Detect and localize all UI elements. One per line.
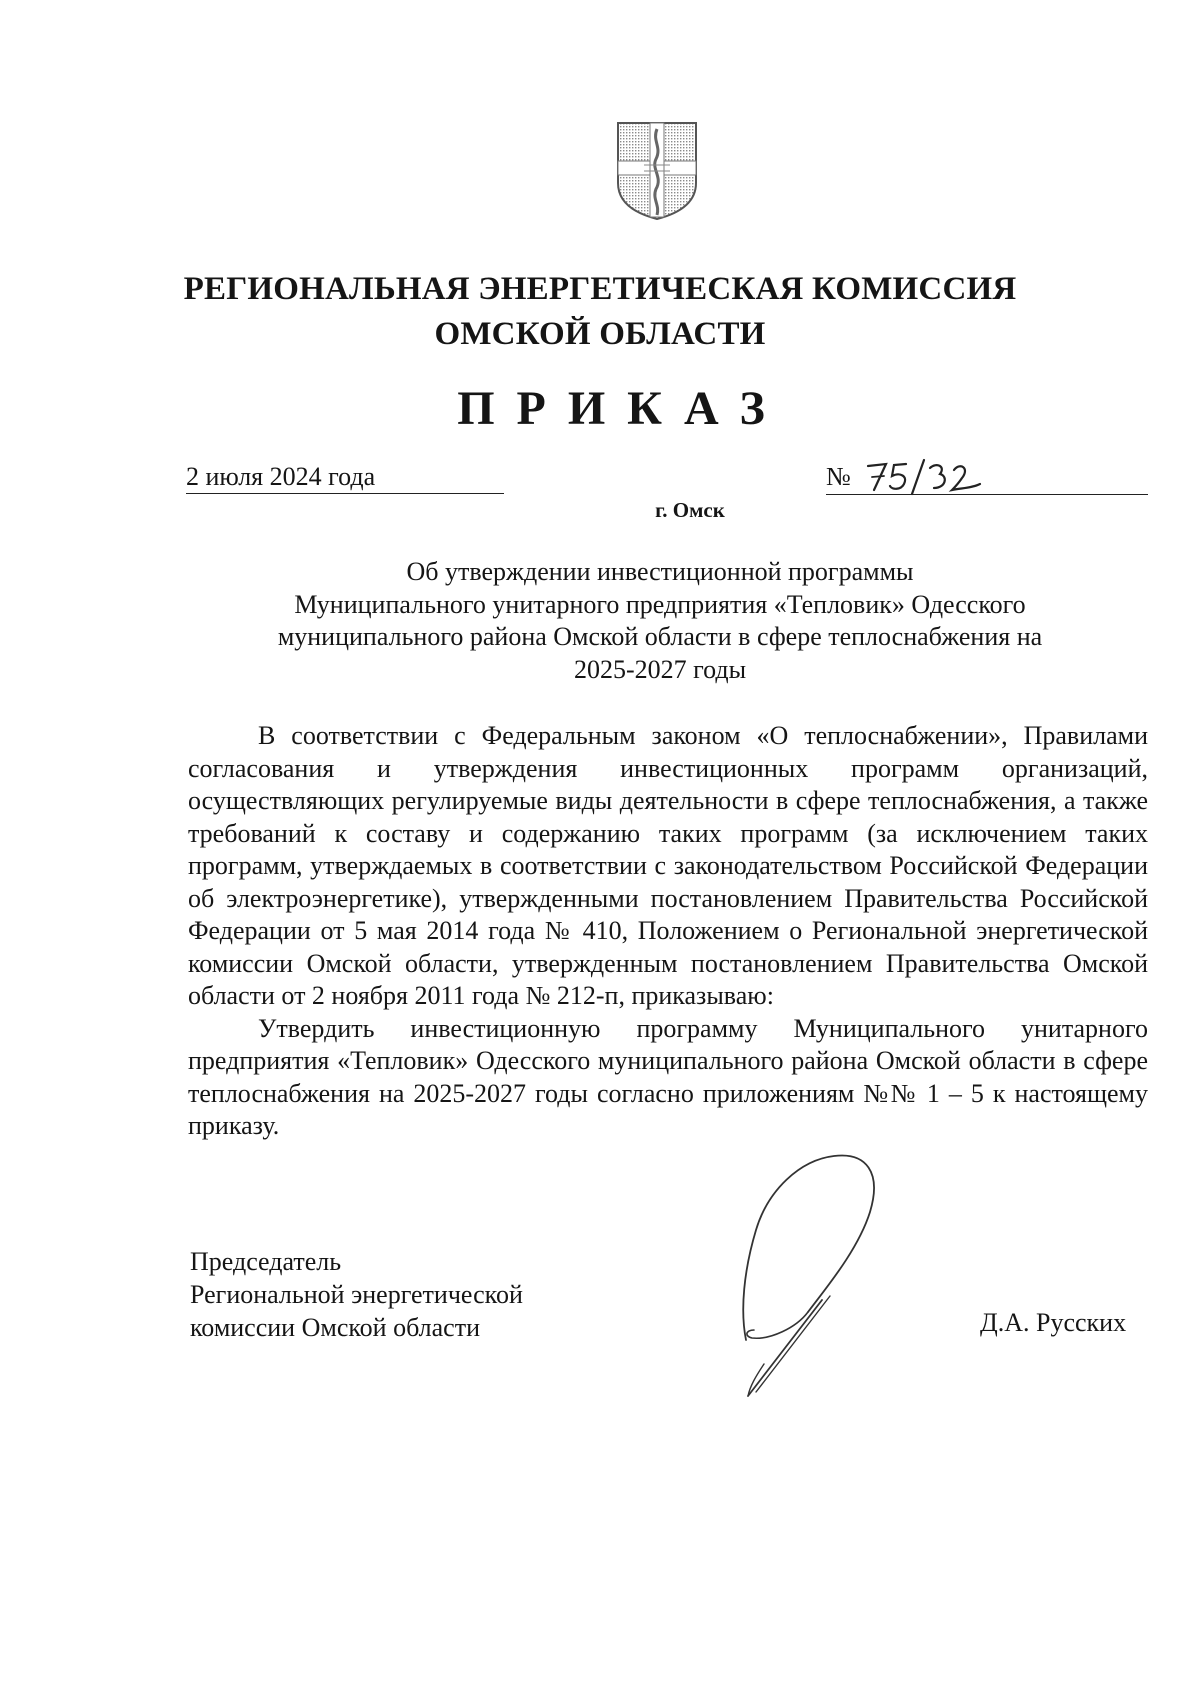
handwritten-signature bbox=[730, 1150, 900, 1402]
city: г. Омск bbox=[655, 498, 725, 522]
document-date: 2 июля 2024 года bbox=[186, 464, 504, 494]
document-subject bbox=[230, 556, 1090, 686]
document-body bbox=[188, 720, 1148, 1143]
subject-line: 2025-2027 годы bbox=[573, 654, 747, 684]
subject-line: Муниципального унитарного предприятия «Тепловик» Одесского bbox=[294, 589, 1026, 619]
signatory-name: Д.А. Русских bbox=[980, 1308, 1127, 1337]
document-type-title: ПРИКАЗ bbox=[457, 382, 787, 435]
signatory-position-line: Региональной энергетической bbox=[190, 1280, 523, 1309]
organization-name-line1: РЕГИОНАЛЬНАЯ ЭНЕРГЕТИЧЕСКАЯ КОМИССИЯ bbox=[183, 271, 1017, 307]
organization-name-line2: ОМСКОЙ ОБЛАСТИ bbox=[434, 316, 766, 352]
number-sign: № bbox=[826, 462, 851, 491]
body-paragraph-order: Утвердить инвестиционную программу Муниципального унитарного предприятия «Тепловик» Одесского муниципального района Омской области в сфере теплоснабжения на 2025-2027 годы согласно приложениям №№ 1 – 5 к настоящему приказу. bbox=[188, 1013, 1148, 1140]
coat-of-arms-icon bbox=[614, 117, 700, 223]
body-paragraph-preamble: В соответствии с Федеральным законом «О теплоснабжении», Правилами согласования и утверждения инвестиционных программ организаций, осуществляющих регулируемые виды деятельности в сфере теплоснабжения, а также требований к составу и содержанию таких программ (за исключением таких программ, утверждаемых в соответствии с законодательством Российской Федерации об электроэнергетике), утвержденными постановлением Правительства Российской Федерации от 5 мая 2014 года № 410, Положением о Региональной энергетической комиссии Омской области, утвержденным постановлением Правительства Омской области от 2 ноября 2011 года № 212-п, приказываю: bbox=[188, 721, 1148, 1010]
subject-line: муниципального района Омской области в сфере теплоснабжения на bbox=[277, 622, 1043, 651]
signatory-position-line: Председатель bbox=[190, 1247, 342, 1276]
subject-line: Об утверждении инвестиционной программы bbox=[406, 557, 914, 586]
signatory-position bbox=[190, 1245, 523, 1344]
handwritten-number bbox=[862, 454, 992, 498]
signatory-position-line: комиссии Омской области bbox=[190, 1313, 480, 1342]
document-number-field bbox=[826, 462, 1148, 495]
